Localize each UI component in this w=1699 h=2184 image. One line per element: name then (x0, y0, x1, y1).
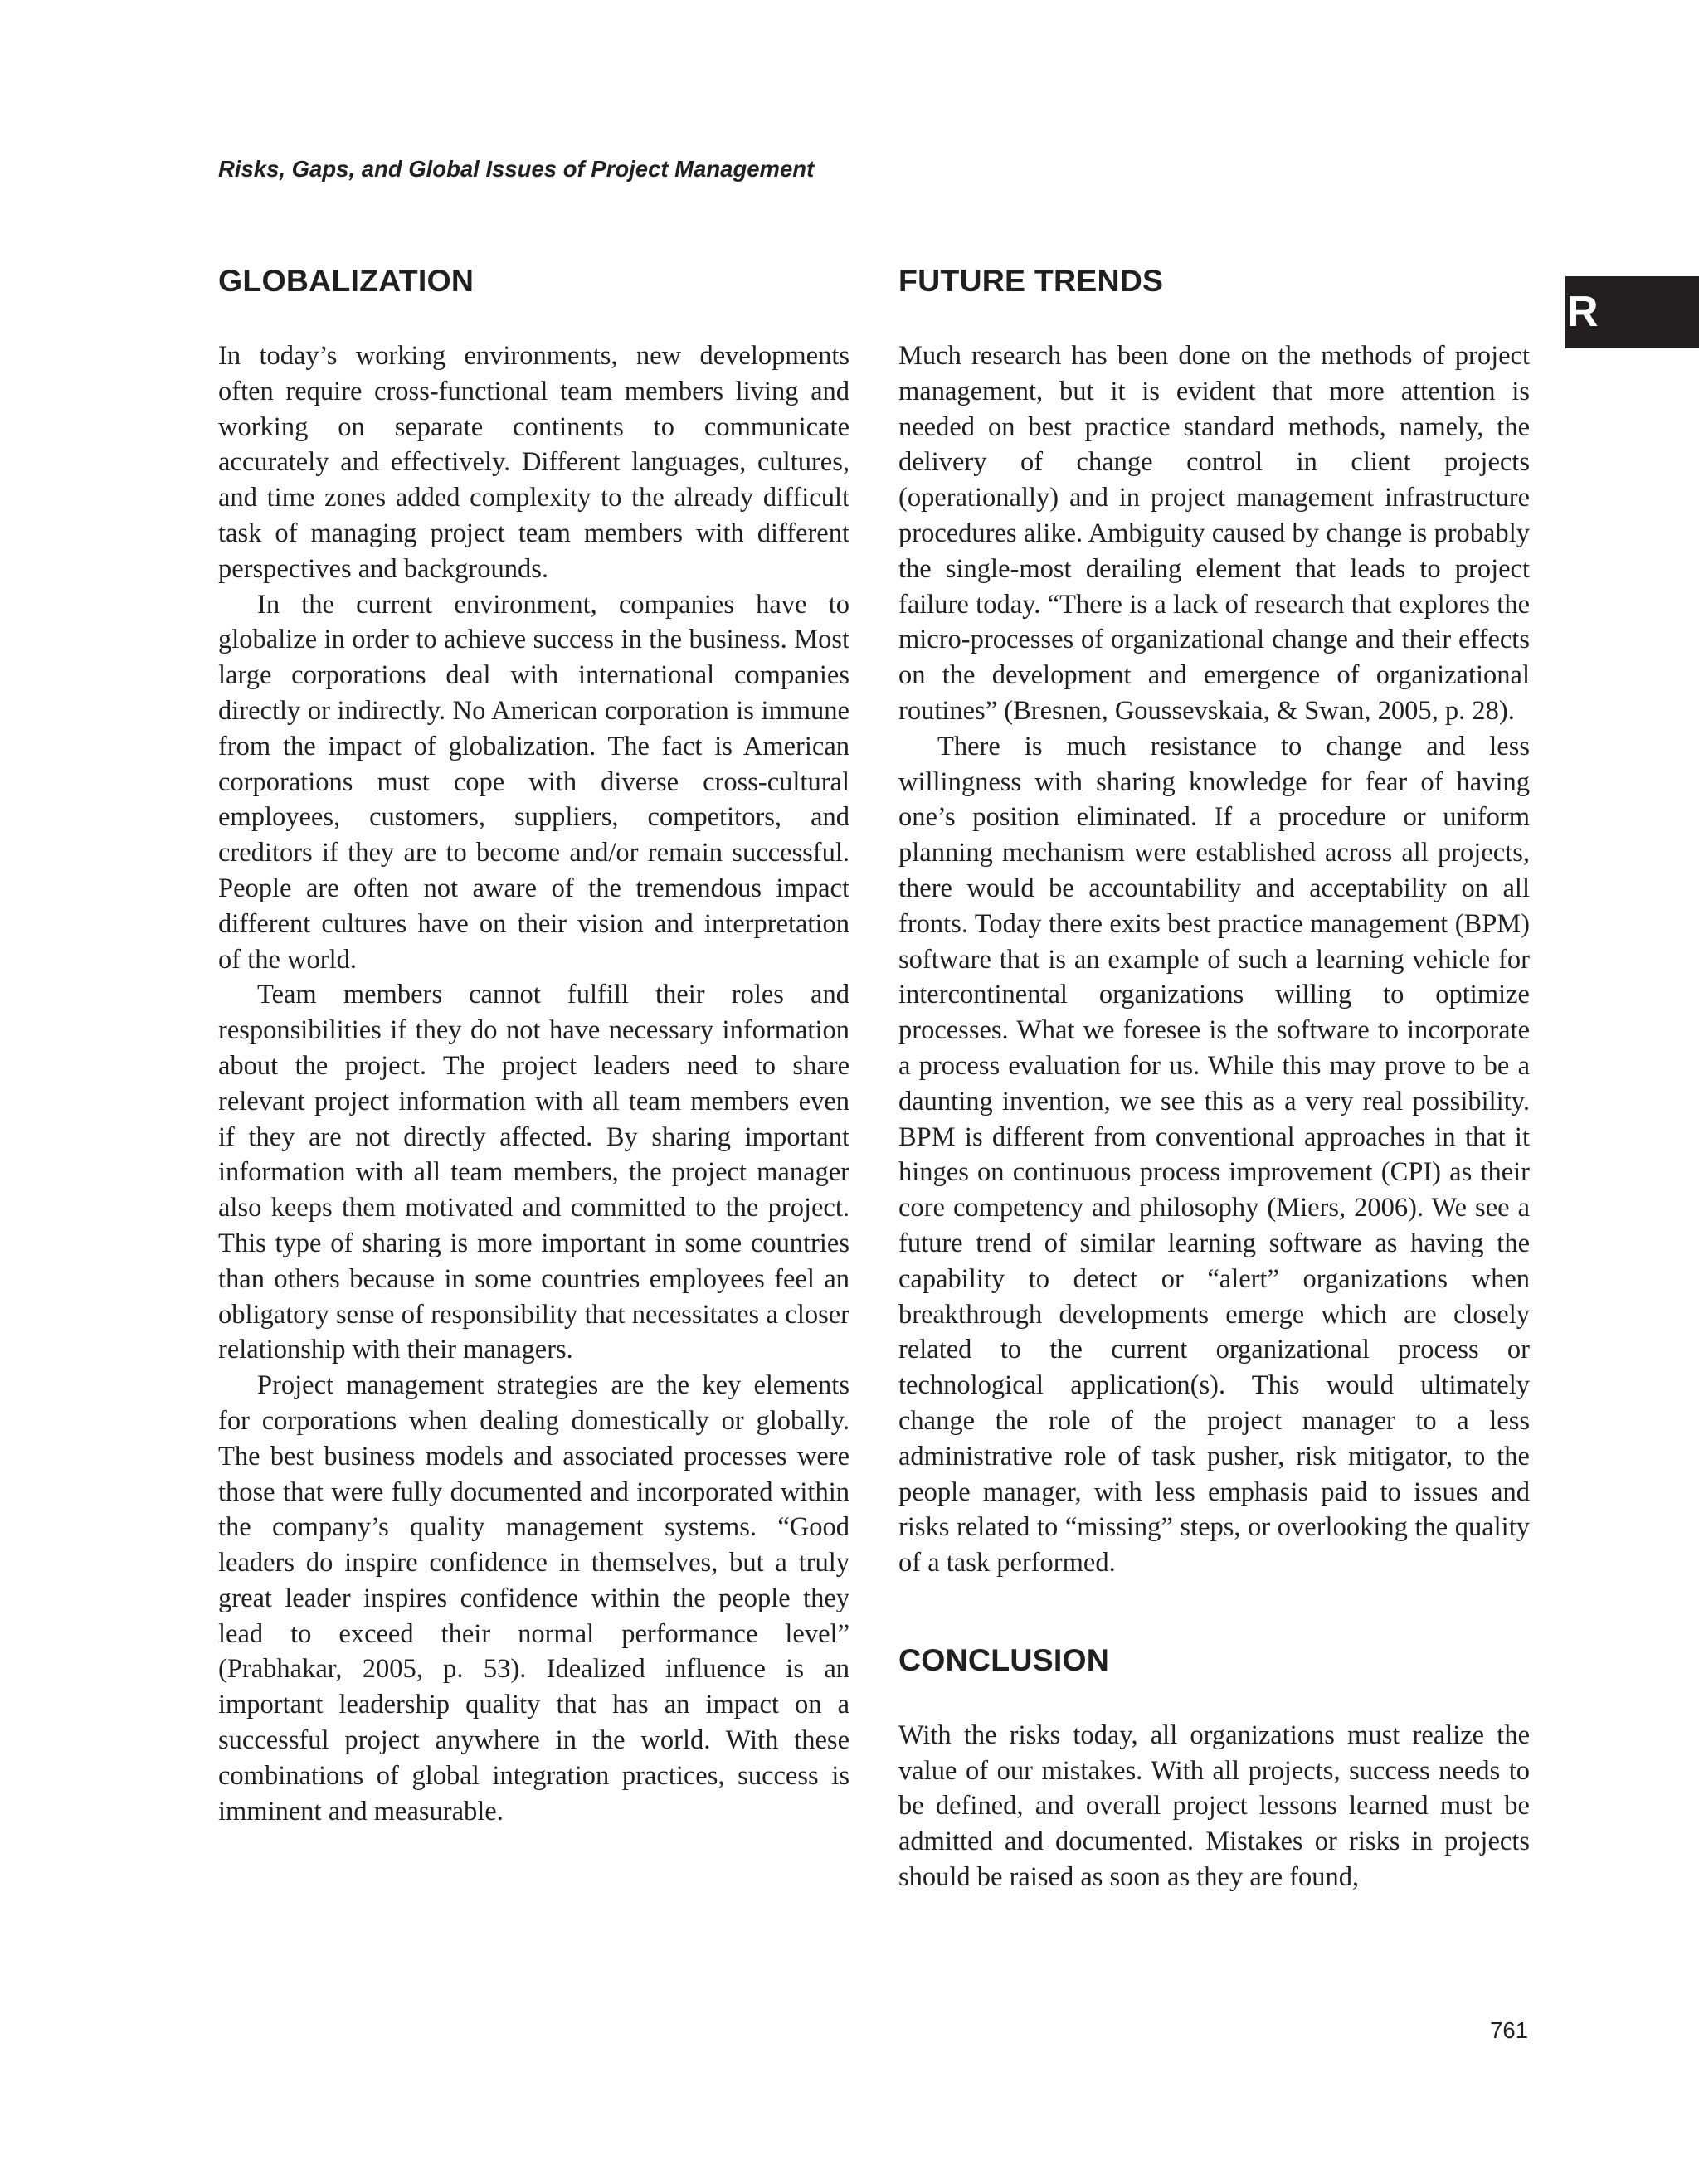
section-tab: R (1565, 276, 1699, 348)
globalization-paragraph-3: Team members cannot fulfill their roles and responsibilities if they do not have necessary information about the project. The project leaders need to share relevant project information with all team members even if they are not directly affected. By sharing important information with all team members, the project manager also keeps them motivated and committed to the project. This type of sharing is more important in some countries than others because in some countries employees feel an obligatory sense of responsibility that necessitates a closer relationship with their managers. (218, 980, 850, 1365)
future-trends-body (898, 338, 1530, 1581)
future-trends-paragraph-1: Much research has been done on the methods of project management, but it is evident that more attention is needed on best practice standard methods, namely, the delivery of change control in client projects (operationally) and in project management infrastructure procedures alike. Ambiguity caused by change is probably the single-most derailing element that leads to project failure today. “There is a lack of research that explores the micro-processes of organizational change and their effects on the development and emergence of organizational routines” (Bresnen, Goussevskaia, & Swan, 2005, p. 28). (898, 341, 1530, 726)
page-number: 761 (1490, 2017, 1528, 2043)
running-head: Risks, Gaps, and Global Issues of Project Management (218, 156, 815, 182)
globalization-heading: GLOBALIZATION (218, 263, 475, 298)
conclusion-heading: CONCLUSION (898, 1642, 1110, 1677)
conclusion-body (898, 1718, 1530, 1895)
right-column (898, 257, 1530, 1895)
globalization-paragraph-4: Project management strategies are the key elements for corporations when dealing domestically or globally. The best business models and associated processes were those that were fully documented and incorporated within the company’s quality management systems. “Good leaders do inspire confidence in themselves, but a truly great leader inspires confidence within the people they lead to exceed their normal performance level” (Prabhakar, 2005, p. 53). Idealized influence is an important leadership quality that has an impact on a successful project anywhere in the world. With these combinations of global integration practices, success is imminent and measurable. (218, 1370, 850, 1826)
globalization-paragraph-2: In the current environment, companies have to globalize in order to achieve success in the business. Most large corporations deal with international companies directly or indirectly. No American corporation is immune from the impact of globalization. The fact is American corporations must cope with diverse cross-cultural employees, customers, suppliers, competitors, and creditors if they are to become and/or remain successful. People are often not aware of the tremendous impact different cultures have on their vision and interpretation of the world. (218, 589, 850, 975)
globalization-paragraph-1: In today’s working environments, new developments often require cross-functional team members living and working on separate continents to communicate accurately and effectively. Different languages, cultures, and time zones added complexity to the already difficult task of managing project team members with different perspectives and backgrounds. (218, 341, 850, 584)
left-column (218, 257, 850, 1829)
future-trends-paragraph-2: There is much resistance to change and less willingness with sharing knowledge for fear of having one’s position eliminated. If a procedure or uniform planning mechanism were established across all projects, there would be accountability and acceptability on all fronts. Today there exits best practice management (BPM) software that is an example of such a learning vehicle for intercontinental organizations willing to optimize processes. What we foresee is the software to incorporate a process evaluation for us. While this may prove to be a daunting invention, we see this as a very real possibility. BPM is different from conventional approaches in that it hinges on continuous process improvement (CPI) as their core competency and philosophy (Miers, 2006). We see a future trend of similar learning software as having the capability to detect or “alert” organizations when breakthrough developments emerge which are closely related to the current organizational process or technological application(s). This would ultimately change the role of the project manager to a less administrative role of task pusher, risk mitigator, to the people manager, with less emphasis paid to issues and risks related to “missing” steps, or overlooking the quality of a task performed. (898, 731, 1530, 1578)
conclusion-paragraph-1: With the risks today, all organizations must realize the value of our mistakes. With all projects, success needs to be defined, and overall project lessons learned must be admitted and documented. Mistakes or risks in projects should be raised as soon as they are found, (898, 1719, 1530, 1893)
future-trends-heading: FUTURE TRENDS (898, 263, 1164, 298)
globalization-body (218, 338, 850, 1829)
